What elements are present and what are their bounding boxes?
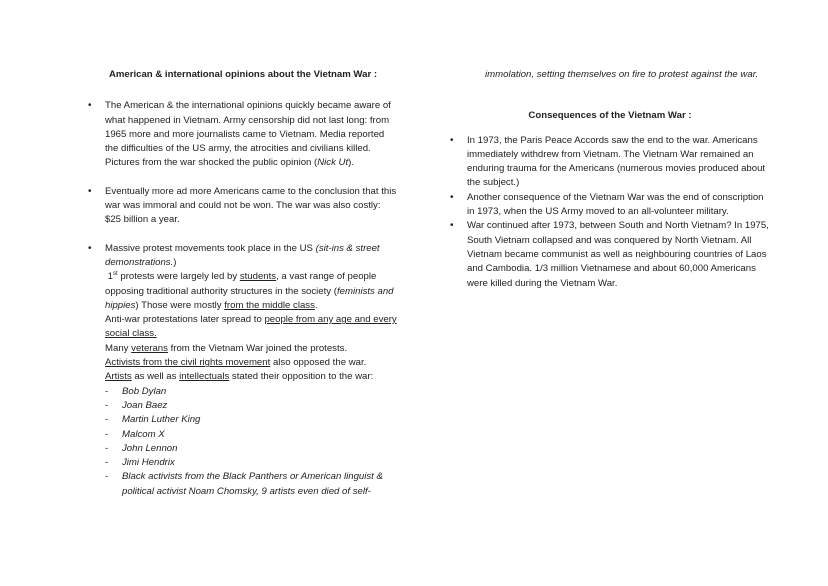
american-opinions-heading: American & international opinions about the Vietnam War : (108, 69, 378, 80)
list-item: • Another consequence of the Vietnam War was the end of conscription in 1973, when the US Army moved to an all-volunteer military. (450, 191, 770, 220)
bullet-immoral-war: • Eventually more ad more Americans came to the conclusion that this war was immoral and could not be won. The war was also costly: $25 billion a year. (88, 185, 398, 228)
consequences-list (450, 134, 770, 291)
artists-list (88, 385, 398, 499)
list-item: - Bob Dylan (88, 385, 398, 399)
list-item: • In 1973, the Paris Peace Accords saw the end to the war. Americans immediately withdrew from Vietnam. The Vietnam War remained an enduring trauma for the Americans (numerous movies produced about the subject.) (450, 134, 770, 191)
artists-line: Artists as well as intellectuals stated their opposition to the war: (105, 371, 374, 383)
list-item: - Malcom X (88, 428, 398, 442)
list-item: - Joan Baez (88, 399, 398, 413)
civil-rights-line: Activists from the civil rights movement also opposed the war. (105, 357, 367, 369)
bullet-international-opinions: • The American & the international opinions quickly became aware of what happened in Vietnam. Army censorship did not last long: from 1965 more and more journalists came to Vietnam. Media reported the difficulties of the US army, the atrocities and civilians killed. Pictures from the war shocked the public opinion (Nick Ut). (88, 99, 398, 170)
first-protests: 1st protests were largely led by students, a vast range of people opposing traditional authority structures in the society (feminists and hippies) Those were mostly from the middle class. (105, 271, 394, 311)
protests-spread: Anti-war protestations later spread to people from any age and every social class. (105, 314, 397, 340)
immolation-continuation: immolation, setting themselves on fire to protest against the war. (485, 69, 759, 80)
bullet-protest-movements (88, 242, 398, 385)
list-item: - Black activists from the Black Panthers or American linguist & political activist Noam Chomsky, 9 artists even died of self- (88, 470, 398, 499)
list-item: - Jimi Hendrix (88, 456, 398, 470)
list-item: - John Lennon (88, 442, 398, 456)
left-column (88, 0, 398, 499)
veterans-line: Many veterans from the Vietnam War joined the protests. (105, 342, 348, 354)
list-item: • War continued after 1973, between South and North Vietnam? In 1975, South Vietnam collapsed and was conquered by North Vietnam. All Vietnam became communist as well as neighbouring countries of Laos and Cambodia. 1/3 million Vietnamese and about 60,000 Americans were killed during the Vietnam War. (450, 219, 770, 290)
consequences-heading: Consequences of the Vietnam War : (528, 110, 692, 122)
right-column (450, 0, 770, 291)
protest-intro: • Massive protest movements took place in the US (sit-ins & street demonstrations.) (105, 242, 380, 268)
list-item: - Martin Luther King (88, 413, 398, 427)
